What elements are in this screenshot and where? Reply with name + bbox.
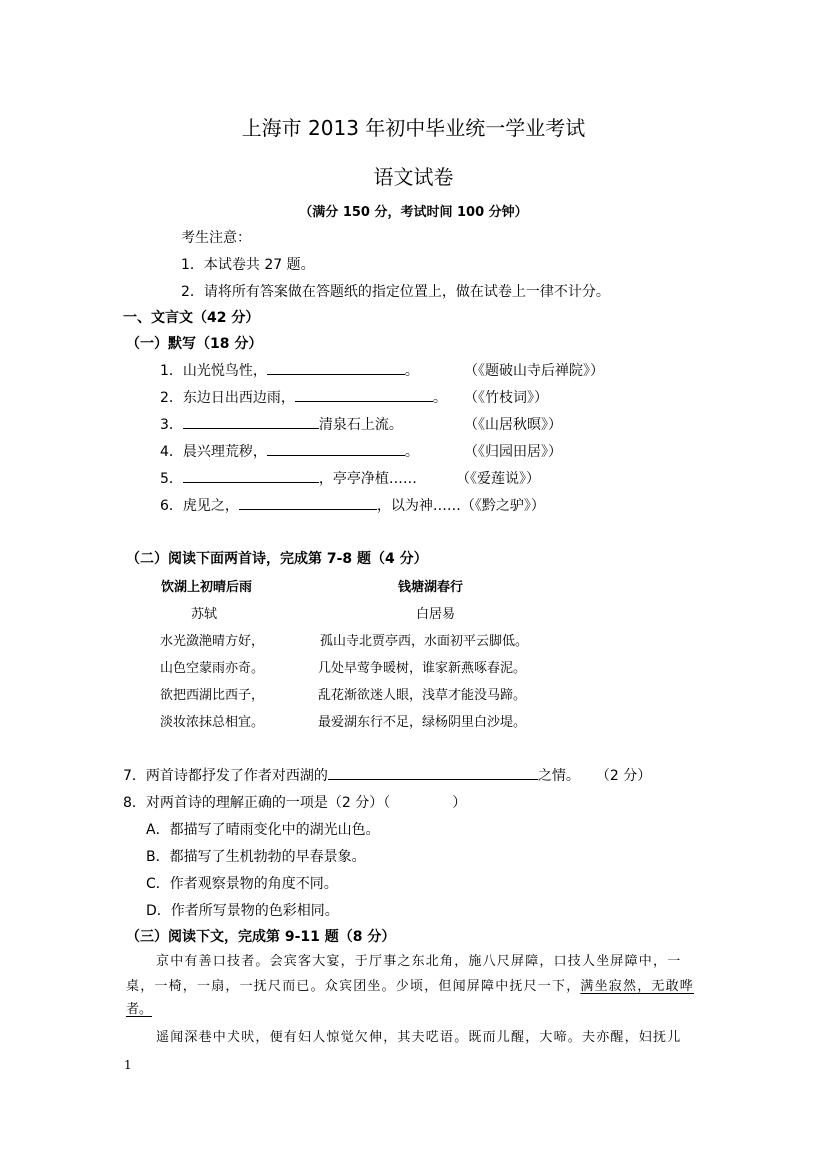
exam-title: 上海市 2013 年初中毕业统一学业考试 [241,116,586,140]
underlined-text: 满坐寂然，无敢哗 [580,979,695,994]
passage-line: 桌，一椅，一扇，一抚尺而已。众宾团坐。少顷，但闻屏障中抚尺一下，满坐寂然，无敢哗 [126,979,695,994]
answer-blank[interactable] [267,441,405,456]
poem-author: 苏轼 [191,607,218,622]
poem-author: 白居易 [416,607,456,622]
poem-title: 钱塘湖春行 [398,580,464,595]
dictation-source: （《归园田居》） [464,444,562,460]
poem-title: 饮湖上初晴后雨 [161,580,253,595]
option-item: A．都描写了晴雨变化中的湖光山色。 [146,822,380,838]
answer-blank[interactable] [239,495,377,510]
notice-heading: 考生注意： [181,230,251,246]
paper-subtitle: 语文试卷 [373,165,454,189]
part-title: （二）阅读下面两首诗，完成第 7-8 题（4 分） [126,551,428,567]
dictation-item: 6．虎见之， ，以为神……（《黔之驴》） [160,495,545,515]
question-8: 8．对两首诗的理解正确的一项是（2 分）（ ） [123,795,467,811]
dictation-item: 4．晨兴理荒秽， 。 [160,441,419,461]
answer-blank[interactable] [267,360,405,375]
question-7: 7．两首诗都抒发了作者对西湖的 之情。 （2 分） [123,765,651,785]
dictation-source: （《爱莲说》） [456,471,540,487]
part-title: （三）阅读下文，完成第 9-11 题（8 分） [126,929,396,945]
section-title: 一、文言文（42 分） [123,310,260,326]
notice-item: 1．本试卷共 27 题。 [181,257,315,273]
passage-line: 遥闻深巷中犬吠，便有妇人惊觉欠伸，其夫呓语。既而儿醒，大啼。夫亦醒，妇抚儿 [156,1030,682,1045]
poem-line: 乱花渐欲迷人眼，浅草才能没马蹄。 [318,688,527,703]
option-item: C．作者观察景物的角度不同。 [146,876,338,892]
notice-item: 2．请将所有答案做在答题纸的指定位置上，做在试卷上一律不计分。 [181,284,610,300]
poem-line: 几处早莺争暖树，谁家新燕啄春泥。 [318,661,527,676]
answer-blank[interactable] [328,765,538,780]
poem-line: 孤山寺北贾亭西，水面初平云脚低。 [320,634,529,649]
dictation-item: 5． ，亭亭净植…… [160,468,417,488]
dictation-item: 2．东边日出西边雨， 。 [160,387,447,407]
page-number: 1 [124,1058,132,1072]
dictation-source: （《山居秋暝》） [464,417,562,433]
poem-line: 水光潋滟晴方好， [160,634,265,649]
dictation-source: （《竹枝词》） [464,390,548,406]
option-item: D．作者所写景物的色彩相同。 [146,903,339,919]
dictation-item: 3． 清泉石上流。 [160,414,403,434]
poem-line: 山色空蒙雨亦奇。 [160,661,265,676]
underlined-text: 者。 [126,1002,153,1017]
answer-blank[interactable] [183,414,319,429]
dictation-item: 1．山光悦鸟性， 。 [160,360,419,380]
part-title: （一）默写（18 分） [126,336,263,352]
dictation-source: （《题破山寺后禅院》） [464,363,604,379]
score-note: （满分 150 分，考试时间 100 分钟） [299,205,528,220]
poem-line: 最爱湖东行不足，绿杨阴里白沙堤。 [318,715,527,730]
option-item: B．都描写了生机勃勃的早春景象。 [146,849,366,865]
poem-line: 欲把西湖比西子， [160,688,265,703]
poem-line: 淡妆浓抹总相宜。 [160,715,265,730]
passage-line: 京中有善口技者。会宾客大宴，于厅事之东北角，施八尺屏障，口技人坐屏障中，一 [156,954,682,969]
answer-blank[interactable] [183,468,319,483]
answer-blank[interactable] [295,387,433,402]
